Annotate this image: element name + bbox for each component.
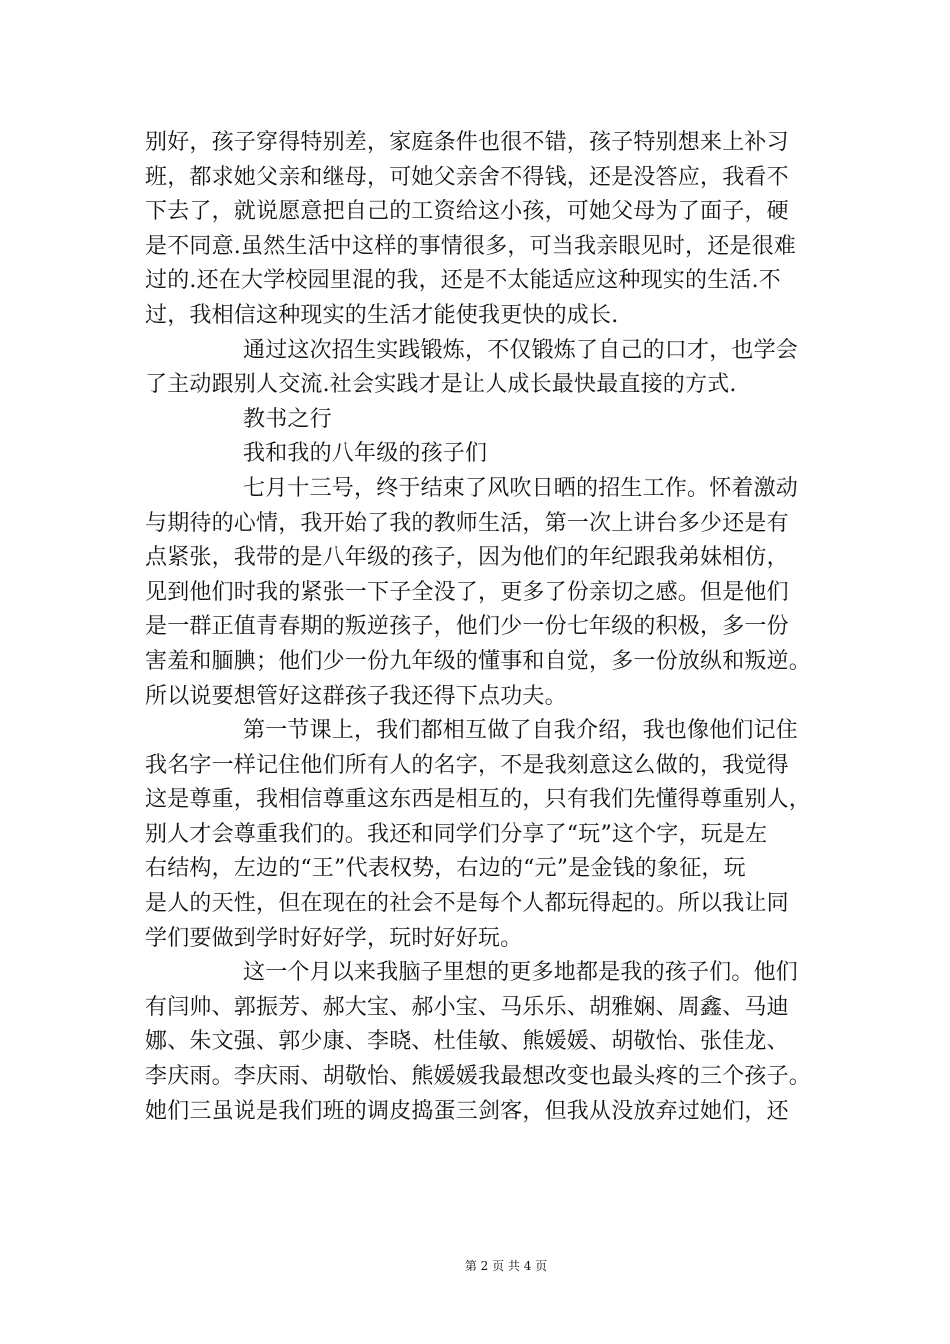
text-line: 了主动跟别人交流.社会实践才是让人成长最快最直接的方式.: [145, 372, 737, 398]
text-line: 点紧张，我带的是八年级的孩子，因为他们的年纪跟我弟妹相仿，: [145, 545, 789, 571]
text-line: 别人才会尊重我们的。我还和同学们分享了“玩”这个字，玩是左: [145, 821, 768, 847]
text-line: 我名字一样记住他们所有人的名字，不是我刻意这么做的，我觉得: [145, 752, 789, 778]
text-line: 班，都求她父亲和继母，可她父亲舍不得钱，还是没答应，我看不: [145, 164, 789, 190]
body-text: [145, 126, 817, 1129]
text-line: 是不同意.虽然生活中这样的事情很多，可当我亲眼见时，还是很难: [145, 233, 796, 259]
text-line: 别好，孩子穿得特别差，家庭条件也很不错，孩子特别想来上补习: [145, 130, 789, 155]
text-line: 与期待的心情，我开始了我的教师生活，第一次上讲台多少还是有: [145, 510, 789, 536]
paragraph-first-line: 通过这次招生实践锻炼，不仅锻炼了自己的口才，也学会: [243, 337, 799, 363]
text-line: 学们要做到学时好好学，玩时好好玩。: [145, 925, 523, 951]
text-line: 所以说要想管好这群孩子我还得下点功夫。: [145, 683, 567, 709]
text-line: 是一群正值青春期的叛逆孩子，他们少一份七年级的积极，多一份: [145, 614, 789, 640]
section-heading: 教书之行: [243, 406, 332, 432]
text-line: 有闫帅、郭振芳、郝大宝、郝小宝、马乐乐、胡雅娴、周鑫、马迪: [145, 994, 789, 1020]
text-line: 是人的天性，但在现在的社会不是每个人都玩得起的。所以我让同: [145, 891, 789, 917]
text-line: 右结构，左边的“王”代表权势，右边的“元”是金钱的象征，玩: [145, 856, 746, 882]
text-line: 她们三虽说是我们班的调皮捣蛋三剑客，但我从没放弃过她们，还: [145, 1098, 789, 1124]
text-line: 害羞和腼腆；他们少一份九年级的懂事和自觉，多一份放纵和叛逆。: [145, 648, 812, 674]
text-line: 见到他们时我的紧张一下子全没了，更多了份亲切之感。但是他们: [145, 579, 789, 605]
text-line: 下去了，就说愿意把自己的工资给这小孩，可她父母为了面子，硬: [145, 199, 789, 225]
text-line: 娜、朱文强、郭少康、李晓、杜佳敏、熊媛媛、胡敬怡、张佳龙、: [145, 1029, 789, 1055]
paragraph-first-line: 七月十三号，终于结束了风吹日晒的招生工作。怀着激动: [243, 475, 799, 501]
page-number-footer: 第 2 页 共 4 页: [464, 1259, 548, 1273]
text-line: 这是尊重，我相信尊重这东西是相互的，只有我们先懂得尊重别人，: [145, 787, 812, 813]
text-line: 李庆雨。李庆雨、胡敬怡、熊媛媛我最想改变也最头疼的三个孩子。: [145, 1064, 812, 1090]
paragraph-first-line: 第一节课上，我们都相互做了自我介绍，我也像他们记住: [243, 718, 799, 744]
text-line: 过的.还在大学校园里混的我，还是不太能适应这种现实的生活.不: [145, 268, 781, 294]
paragraph-first-line: 这一个月以来我脑子里想的更多地都是我的孩子们。他们: [243, 960, 799, 986]
section-subheading: 我和我的八年级的孩子们: [243, 441, 488, 467]
text-line: 过，我相信这种现实的生活才能使我更快的成长.: [145, 302, 619, 328]
